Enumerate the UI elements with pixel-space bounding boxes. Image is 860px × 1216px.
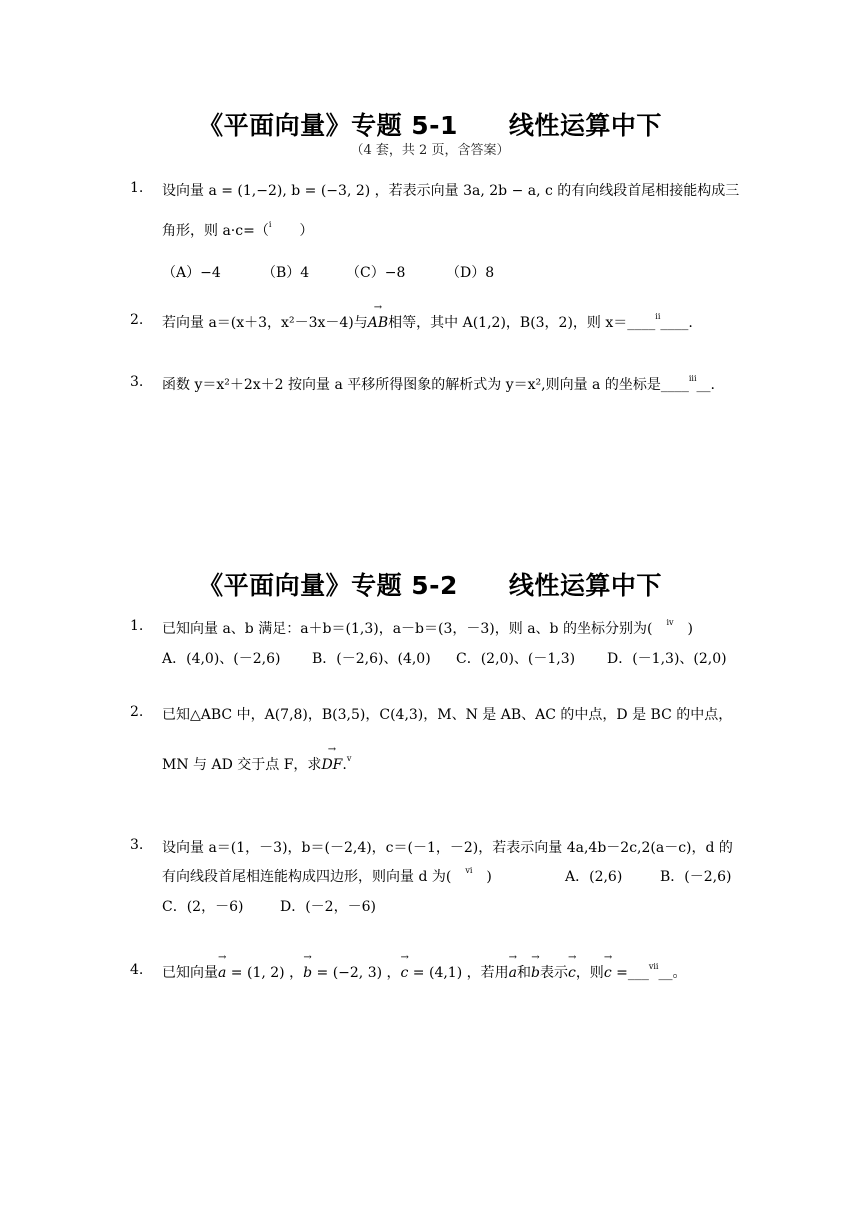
s2-q1-option-d: D．(－1,3)、(2,0)	[607, 651, 727, 667]
section1-title: 《平面向量》专题 5-1 线性运算中下	[198, 111, 662, 140]
s1-q3-text: 函数 y＝x²＋2x＋2 按向量 a 平移所得图象的解析式为 y＝x²,则向量 a 的坐标是____$^{iii}$__.	[162, 374, 715, 393]
s1-q1-option-b: （B）4	[262, 265, 310, 281]
vector-ab: → AB	[368, 315, 388, 331]
s1-q1-number: 1.	[130, 180, 144, 196]
s1-q1-option-d: （D）8	[446, 265, 495, 281]
footnote-marker[interactable]: vi	[465, 866, 473, 875]
s2-q3-option-c: C．(2，－6)	[162, 899, 244, 915]
s1-q1-line2: 角形，则 a·c=（$^i$ ）	[162, 220, 314, 239]
s2-q2-number: 2.	[130, 704, 144, 720]
vector-df: → DF	[321, 757, 342, 773]
section1-subtitle: （4 套，共 2 页，含答案）	[350, 143, 510, 158]
s2-q3-option-b: B．(－2,6)	[660, 869, 732, 885]
footnote-marker[interactable]: iv	[666, 618, 674, 627]
section2-title: 《平面向量》专题 5-2 线性运算中下	[198, 571, 662, 600]
vector-c: → c	[401, 965, 409, 981]
s1-q2-text: 若向量 a＝(x＋3，x²－3x－4)与→ AB相等，其中 A(1,2)，B(3，2)，则 x＝____$^{ii}$____.	[162, 312, 693, 332]
footnote-marker[interactable]: vii	[648, 962, 659, 971]
s2-q4-text: 已知向量→ a = (1, 2) ，→ b = (−2, 3) ，→ c = (4,1) ，若用→ a和→ b表示→ c，则→ c =___$^{vii}$__。	[162, 962, 686, 982]
vector-a: → a	[509, 965, 517, 981]
s2-q3-line2: 有向线段首尾相连能构成四边形，则向量 d 为( $^{vi}$ )	[162, 866, 492, 885]
s2-q1-text: 已知向量 a、b 满足：a＋b＝(1,3)，a－b＝(3，－3)，则 a、b 的坐标分别为( $^{iv}$ )	[162, 618, 693, 637]
s2-q3-line1: 设向量 a＝(1，－3)，b＝(－2,4)，c＝(－1，－2)，若表示向量 4a,4b－2c,2(a－c)，d 的	[162, 840, 733, 856]
s2-q3-option-a: A．(2,6)	[565, 869, 623, 885]
vector-c: → c	[604, 965, 612, 981]
s1-q1-option-c: （C）−8	[346, 265, 406, 281]
footnote-marker[interactable]: v	[346, 754, 352, 763]
s1-q1-option-a: （A）−4	[162, 265, 221, 281]
s2-q1-number: 1.	[130, 618, 144, 634]
footnote-marker[interactable]: i	[268, 220, 272, 229]
vector-a: → a	[218, 965, 226, 981]
s2-q3-option-d: D．(－2，－6)	[280, 899, 376, 915]
s2-q3-number: 3.	[130, 837, 144, 853]
vector-c: → c	[568, 965, 576, 981]
s2-q1-option-b: B．(－2,6)、(4,0)	[312, 651, 431, 667]
s1-q3-number: 3.	[130, 374, 144, 390]
s2-q4-number: 4.	[130, 962, 144, 978]
footnote-marker[interactable]: iii	[688, 374, 697, 383]
s1-q1-line1: 设向量 a = (1,−2), b = (−3, 2) ，若表示向量 3a, 2b − a, c 的有向线段首尾相接能构成三	[162, 183, 740, 199]
footnote-marker[interactable]: ii	[655, 312, 661, 321]
s2-q1-option-c: C．(2,0)、(－1,3)	[456, 651, 576, 667]
s1-q2-number: 2.	[130, 312, 144, 328]
s2-q2-line1: 已知△ABC 中，A(7,8)，B(3,5)，C(4,3)，M、N 是 AB、AC 的中点，D 是 BC 的中点，	[162, 707, 733, 723]
vector-b: → b	[531, 965, 540, 981]
vector-b: → b	[303, 965, 312, 981]
s2-q1-option-a: A．(4,0)、(－2,6)	[162, 651, 281, 667]
s2-q2-line2: MN 与 AD 交于点 F，求→ DF.$^v$	[162, 754, 351, 774]
